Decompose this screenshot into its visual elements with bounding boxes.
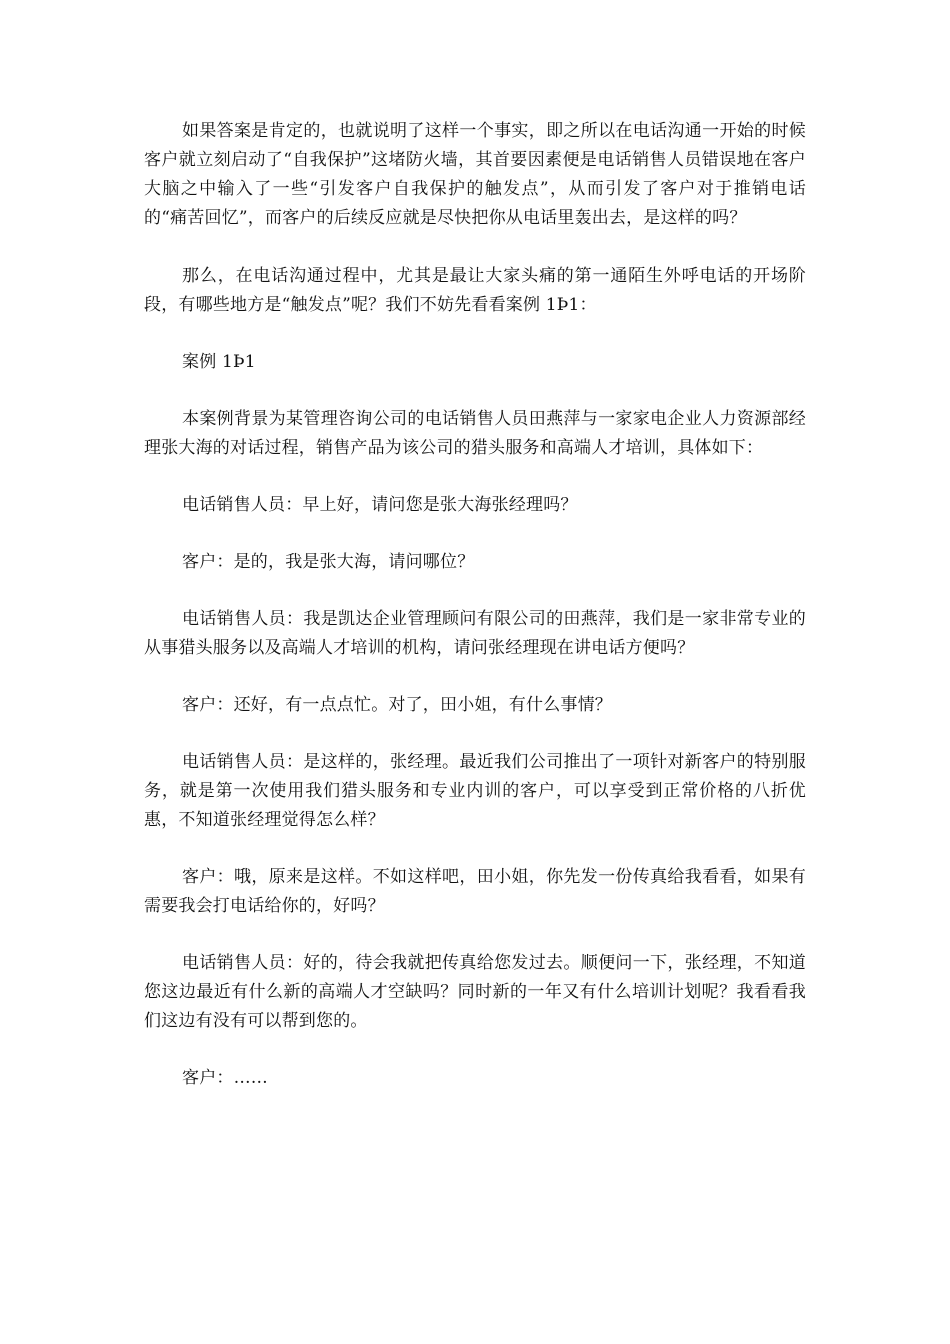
dialogue-line: 客户：哦，原来是这样。不如这样吧，田小姐，你先发一份传真给我看看，如果有需要我会打电话给你的，好吗？ [144,867,806,916]
dialogue-line: 电话销售人员：早上好，请问您是张大海张经理吗？ [182,495,578,515]
paragraph-case-background: 本案例背景为某管理咨询公司的电话销售人员田燕萍与一家家电企业人力资源部经理张大海的对话过程，销售产品为该公司的猎头服务和高端人才培训，具体如下： [144,409,806,458]
paragraph-trigger-question: 那么，在电话沟通过程中，尤其是最让大家头痛的第一通陌生外呼电话的开场阶段，有哪些地方是“触发点”呢？我们不妨先看看案例 1Þ1： [144,266,806,315]
dialogue-line: 电话销售人员：是这样的，张经理。最近我们公司推出了一项针对新客户的特别服务，就是第一次使用我们猎头服务和专业内训的客户，可以享受到正常价格的八折优惠，不知道张经理觉得怎么样？ [144,752,806,830]
case-heading: 案例 1Þ1 [182,352,256,372]
dialogue-line: 电话销售人员：好的，待会我就把传真给您发过去。顺便问一下，张经理，不知道您这边最近有什么新的高端人才空缺吗？同时新的一年又有什么培训计划呢？我看看我们这边有没有可以帮到您的。 [144,953,806,1031]
dialogue-line: 客户：是的，我是张大海，请问哪位？ [182,552,475,572]
dialogue-line: 电话销售人员：我是凯达企业管理顾问有限公司的田燕萍，我们是一家非常专业的从事猎头服务以及高端人才培训的机构，请问张经理现在讲电话方便吗？ [144,609,806,658]
dialogue-line: 客户：…… [182,1068,268,1088]
paragraph-intro: 如果答案是肯定的，也就说明了这样一个事实，即之所以在电话沟通一开始的时候客户就立刻启动了“自我保护”这堵防火墙，其首要因素便是电话销售人员错误地在客户大脑之中输入了一些“引发客户自我保护的触发点”，从而引发了客户对于推销电话的“痛苦回忆”，而客户的后续反应就是尽快把你从电话里轰出去，是这样的吗？ [144,121,806,228]
document-body [144,117,806,1093]
dialogue-line: 客户：还好，有一点点忙。对了，田小姐，有什么事情？ [182,695,612,715]
